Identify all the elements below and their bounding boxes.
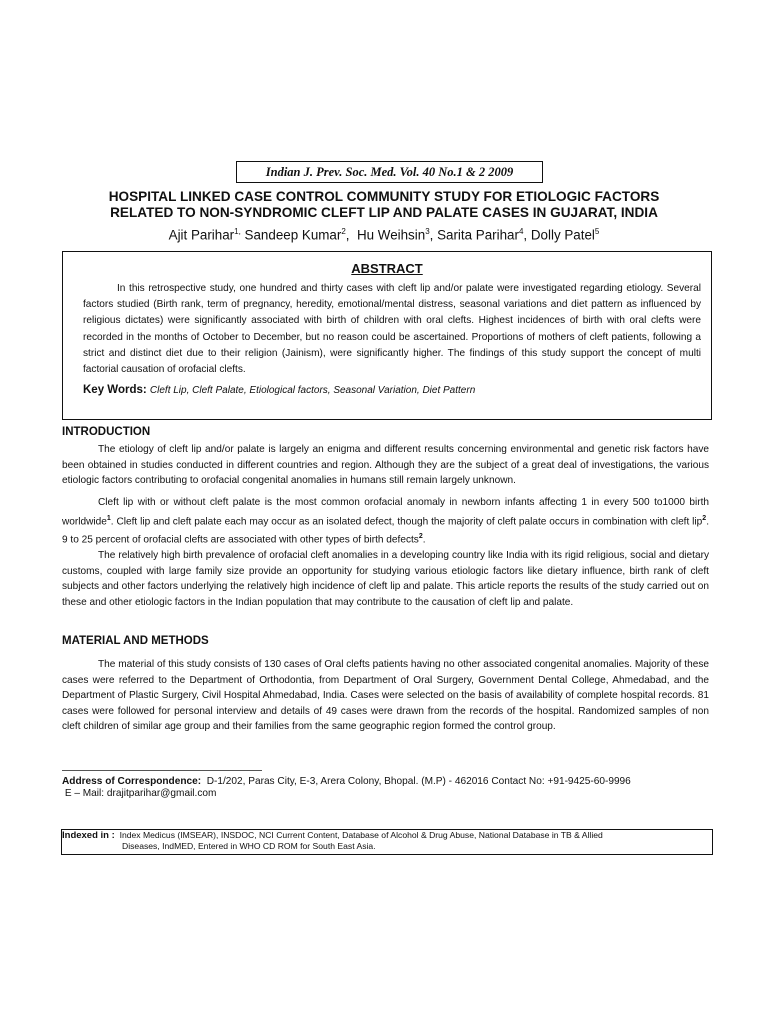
citation-ref: 1 bbox=[106, 514, 111, 522]
author-list: Ajit Parihar$^{1,}$ Sandeep Kumar$^2$, Hu Weihsin$^3$, Sarita Parihar$^4$, Dolly Patel$^5$ bbox=[168, 227, 600, 243]
intro-paragraph-3 bbox=[62, 548, 709, 610]
author-affiliation: 2 bbox=[341, 227, 346, 236]
author-affiliation: 3 bbox=[425, 227, 430, 236]
indexed-label: Indexed in : bbox=[62, 830, 115, 841]
journal-citation: Indian J. Prev. Soc. Med. Vol. 40 No.1 & 2 2009 bbox=[236, 161, 543, 183]
keywords-value: Cleft Lip, Cleft Palate, Etiological factors, Seasonal Variation, Diet Pattern bbox=[149, 385, 476, 396]
intro-p2-text-c: . 9 to 25 percent of orofacial clefts are associated with other types of birth defects bbox=[62, 515, 709, 546]
correspondence-label: Address of Correspondence: bbox=[62, 776, 202, 787]
author-name: Sarita Parihar bbox=[437, 227, 519, 243]
intro-paragraph-3-text: The relatively high birth prevalence of orofacial cleft anomalies in a developing country like India with its rigid religious, social and dietary customs, coupled with large family size provide an opportunity for studying various etiologic factors like dietary influence, birth rank of cleft subjects and other factors underlying the relatively high incidence of cleft lip and palate. This article reports the results of the study carried out on these and other etiologic factors in the Indian population that may contribute to the causation of cleft lip and palate. bbox=[62, 550, 709, 608]
methods-paragraph-1-text: The material of this study consists of 130 cases of Oral clefts patients having no other associated congenital anomalies. Majority of these cases were referred to the Department of Orthodontia, from Department of Oral Surgery, Government Dental College, Ahmedabad, and the Department of Plastic Surgery, Civil Hospital Ahmedabad, India. Cases were selected on the basis of availability of complete hospital records. 81 cases were followed for personal interview and details of 49 cases were drawn from the records of the hospital. Randomized samples of non cleft children of similar age group and their families from the same geographic region formed the control group. bbox=[62, 659, 709, 732]
abstract-paragraph: In this retrospective study, one hundred and thirty cases with cleft lip and/or palate were investigated regarding etiology. Several factors studied (Birth rank, term of pregnancy, heredity, emotional/mental distress, seasonal variations and diet pattern as influenced by religious dictates) were significantly associated with birth of children with oral clefts. Highest incidences of birth with oral clefts were recorded in the months of October to December, but no reason could be ascertained. Proportions of mothers of cleft patients, following a strict and distinct diet due to their religion (Jainism), were significantly higher. The findings of this study support the concept of multi factorial causation of orofacial clefts. bbox=[83, 283, 701, 376]
author-name: Dolly Patel bbox=[530, 227, 595, 243]
keywords-label: Key Words bbox=[83, 384, 143, 396]
intro-p2-text-d: . bbox=[422, 534, 426, 546]
intro-paragraph-1-text: The etiology of cleft lip and/or palate is largely an enigma and different results concerning environmental and genetic risk factors have been obtained in studies conducted in different countries and region. Although they are the subject of a great deal of investigations, the various etiologic factors contributing to orofacial congenital anomalies in humans still remain largely unknown. bbox=[62, 444, 709, 486]
methods-heading: MATERIAL AND METHODS bbox=[62, 635, 209, 647]
author-affiliation: 1, bbox=[234, 227, 241, 236]
indexed-line-2: Diseases, IndMED, Entered in WHO CD ROM for South East Asia. bbox=[122, 841, 376, 851]
author-name: Sandeep Kumar bbox=[244, 227, 342, 243]
indexed-in-box bbox=[61, 829, 713, 855]
paper-title bbox=[60, 189, 708, 220]
abstract-text bbox=[83, 281, 701, 378]
intro-paragraph-1 bbox=[62, 442, 709, 489]
intro-p2-text-a: Cleft lip with or without cleft palate is the most common orofacial anomaly in newborn infants affecting 1 in every 500 to1000 birth worldwide bbox=[62, 497, 709, 527]
title-line-1: HOSPITAL LINKED CASE CONTROL COMMUNITY STUDY FOR ETIOLOGIC FACTORS bbox=[108, 189, 660, 204]
methods-paragraph-1 bbox=[62, 657, 709, 735]
indexed-line-1: Index Medicus (IMSEAR), INSDOC, NCI Current Content, Database of Alcohol & Drug Abuse, National Database in TB & Allied bbox=[119, 830, 603, 840]
author-name: Ajit Parihar bbox=[168, 227, 235, 243]
introduction-heading: INTRODUCTION bbox=[62, 426, 151, 438]
author-affiliation: 5 bbox=[594, 227, 600, 236]
abstract-box bbox=[62, 251, 712, 420]
author-affiliation: 4 bbox=[518, 227, 524, 236]
citation-ref: 2 bbox=[702, 514, 707, 522]
citation-ref: 2 bbox=[418, 533, 423, 541]
footnote-divider bbox=[62, 770, 262, 771]
correspondence-email: E – Mail: drajitparihar@gmail.com bbox=[64, 788, 217, 799]
keywords: Key Words: Cleft Lip, Cleft Palate, Etiological factors, Seasonal Variation, Diet Pattern bbox=[83, 384, 476, 396]
author-name: Hu Weihsin bbox=[356, 227, 426, 243]
intro-paragraph-2 bbox=[62, 495, 709, 548]
intro-p2-text-b: . Cleft lip and cleft palate each may occur as an isolated defect, though the majority of cleft palate occurs in combination with cleft lip bbox=[110, 515, 703, 527]
title-line-2: RELATED TO NON-SYNDROMIC CLEFT LIP AND PALATE CASES IN GUJARAT, INDIA bbox=[110, 204, 658, 220]
abstract-heading: ABSTRACT bbox=[351, 261, 423, 276]
correspondence bbox=[62, 776, 722, 800]
correspondence-address: D-1/202, Paras City, E-3, Arera Colony, Bhopal. (M.P) - 462016 Contact No: +91-9425-60-9996 bbox=[206, 776, 631, 787]
